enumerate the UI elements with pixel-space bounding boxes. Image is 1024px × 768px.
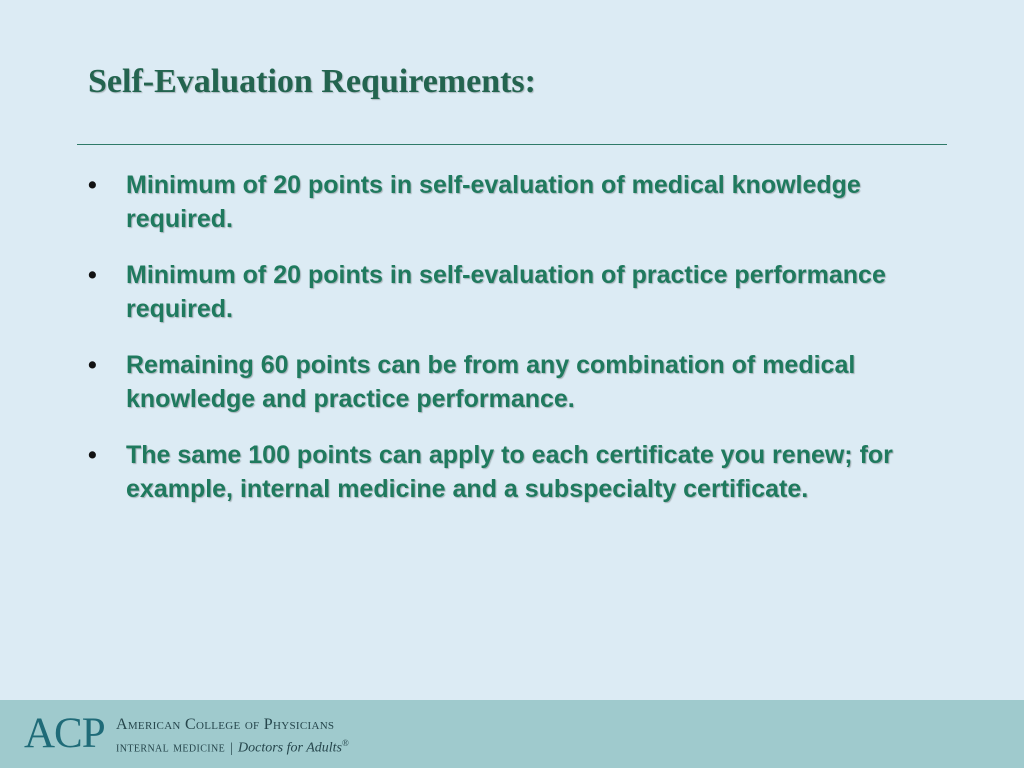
registered-mark: ® xyxy=(341,738,349,748)
logo-subline xyxy=(116,735,349,757)
bullet-item xyxy=(88,168,918,236)
bullet-list xyxy=(88,168,918,528)
bullet-icon: • xyxy=(88,441,97,469)
slide-title: Self-Evaluation Requirements: xyxy=(88,63,536,100)
internal-medicine-label: internal medicine xyxy=(116,740,226,756)
bullet-item xyxy=(88,438,918,506)
bullet-text: Minimum of 20 points in self-evaluation of medical knowledge required. xyxy=(126,171,861,233)
acp-logo-mark: ACP xyxy=(24,710,105,757)
bullet-text: Remaining 60 points can be from any combination of medical knowledge and practice performance. xyxy=(126,351,856,413)
footer-band xyxy=(0,700,1024,768)
bullet-item xyxy=(88,348,918,416)
bullet-text: The same 100 points can apply to each certificate you renew; for example, internal medicine and a subspecialty certificate. xyxy=(126,441,893,503)
bullet-item xyxy=(88,258,918,326)
title-divider xyxy=(77,144,947,145)
bullet-text: Minimum of 20 points in self-evaluation of practice performance required. xyxy=(126,261,886,323)
bullet-icon: • xyxy=(88,261,97,289)
org-name: American College of Physicians xyxy=(116,716,335,733)
bullet-icon: • xyxy=(88,351,97,379)
bullet-icon: • xyxy=(88,171,97,199)
logo-separator: | xyxy=(230,740,233,756)
tagline: Doctors for Adults xyxy=(238,740,342,756)
